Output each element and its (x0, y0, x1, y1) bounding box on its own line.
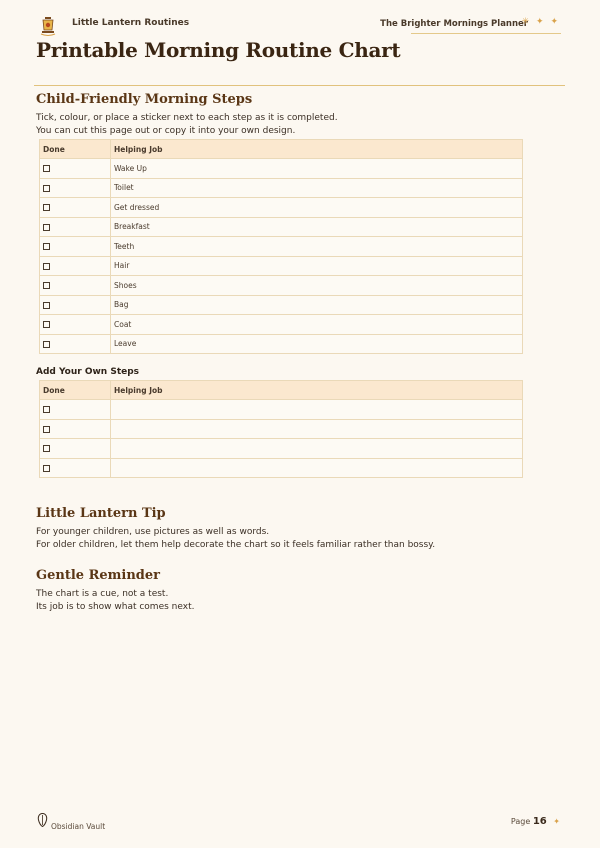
table-row (40, 315, 523, 335)
checkbox[interactable] (43, 341, 50, 348)
job-cell (111, 419, 523, 439)
tip-line: For older children, let them help decorate the chart so it feels familiar rather than bossy. (36, 540, 436, 550)
table-row (40, 334, 523, 354)
done-cell[interactable] (40, 198, 111, 218)
job-cell: Wake Up (111, 159, 523, 179)
table-row (40, 256, 523, 276)
tip-line: For younger children, use pictures as well as words. (36, 527, 270, 537)
tip-text (36, 526, 435, 552)
intro-line: You can cut this page out or copy it into your own design. (36, 126, 296, 136)
steps-heading: Child-Friendly Morning Steps (36, 92, 253, 107)
done-cell[interactable] (40, 315, 111, 335)
done-cell[interactable] (40, 276, 111, 296)
star-icon: ✦ (553, 817, 560, 826)
checkbox[interactable] (43, 302, 50, 309)
done-cell[interactable] (40, 256, 111, 276)
done-cell[interactable] (40, 439, 111, 459)
job-cell: Teeth (111, 237, 523, 257)
checkbox[interactable] (43, 426, 50, 433)
checkbox[interactable] (43, 243, 50, 250)
done-cell[interactable] (40, 217, 111, 237)
table-header-row (40, 140, 523, 159)
job-cell: Bag (111, 295, 523, 315)
done-cell[interactable] (40, 237, 111, 257)
table-row (40, 295, 523, 315)
reminder-heading: Gentle Reminder (36, 568, 160, 583)
done-cell[interactable] (40, 334, 111, 354)
tip-heading: Little Lantern Tip (36, 506, 166, 521)
title-divider (34, 85, 565, 86)
column-header-job: Helping Job (111, 381, 523, 400)
reminder-text (36, 588, 194, 614)
table-row (40, 458, 523, 478)
job-cell: Breakfast (111, 217, 523, 237)
done-cell[interactable] (40, 295, 111, 315)
job-cell (111, 458, 523, 478)
job-cell (111, 439, 523, 459)
checkbox[interactable] (43, 321, 50, 328)
brand-name: Little Lantern Routines (72, 18, 190, 28)
page-number-value: 16 (532, 816, 547, 827)
done-cell[interactable] (40, 159, 111, 179)
table-row (40, 198, 523, 218)
own-steps-heading: Add Your Own Steps (36, 367, 140, 377)
table-row (40, 159, 523, 179)
reminder-line: Its job is to show what comes next. (36, 602, 195, 612)
page-label: Page (510, 817, 531, 826)
checkbox[interactable] (43, 282, 50, 289)
table-header-row (40, 381, 523, 400)
header-divider (411, 33, 561, 34)
page-title: Printable Morning Routine Chart (36, 38, 401, 62)
steps-intro (36, 112, 338, 138)
column-header-done: Done (40, 140, 111, 159)
routine-table (39, 139, 523, 354)
job-cell (111, 400, 523, 420)
checkbox[interactable] (43, 465, 50, 472)
done-cell[interactable] (40, 458, 111, 478)
job-cell: Hair (111, 256, 523, 276)
checkbox[interactable] (43, 445, 50, 452)
intro-line: Tick, colour, or place a sticker next to each step as it is completed. (36, 113, 338, 123)
job-cell: Toilet (111, 178, 523, 198)
table-row (40, 237, 523, 257)
table-row (40, 178, 523, 198)
table-row (40, 439, 523, 459)
column-header-job: Helping Job (111, 140, 523, 159)
table-row (40, 276, 523, 296)
reminder-line: The chart is a cue, not a test. (36, 589, 169, 599)
checkbox[interactable] (43, 165, 50, 172)
done-cell[interactable] (40, 419, 111, 439)
planner-title: The Brighter Mornings Planner (380, 19, 528, 29)
table-row (40, 400, 523, 420)
job-cell: Get dressed (111, 198, 523, 218)
column-header-done: Done (40, 381, 111, 400)
own-steps-table (39, 380, 523, 478)
done-cell[interactable] (40, 178, 111, 198)
done-cell[interactable] (40, 400, 111, 420)
checkbox[interactable] (43, 406, 50, 413)
footer-brand: Obsidian Vault (51, 822, 106, 831)
checkbox[interactable] (43, 224, 50, 231)
job-cell: Shoes (111, 276, 523, 296)
page-number (511, 816, 560, 827)
table-row (40, 217, 523, 237)
job-cell: Leave (111, 334, 523, 354)
checkbox[interactable] (43, 263, 50, 270)
sparkle-icon: ✳ ✦ ✦ (521, 17, 560, 27)
obsidian-vault-logo-icon (37, 813, 48, 827)
checkbox[interactable] (43, 185, 50, 192)
checkbox[interactable] (43, 204, 50, 211)
lantern-logo-icon (40, 17, 56, 37)
table-row (40, 419, 523, 439)
job-cell: Coat (111, 315, 523, 335)
